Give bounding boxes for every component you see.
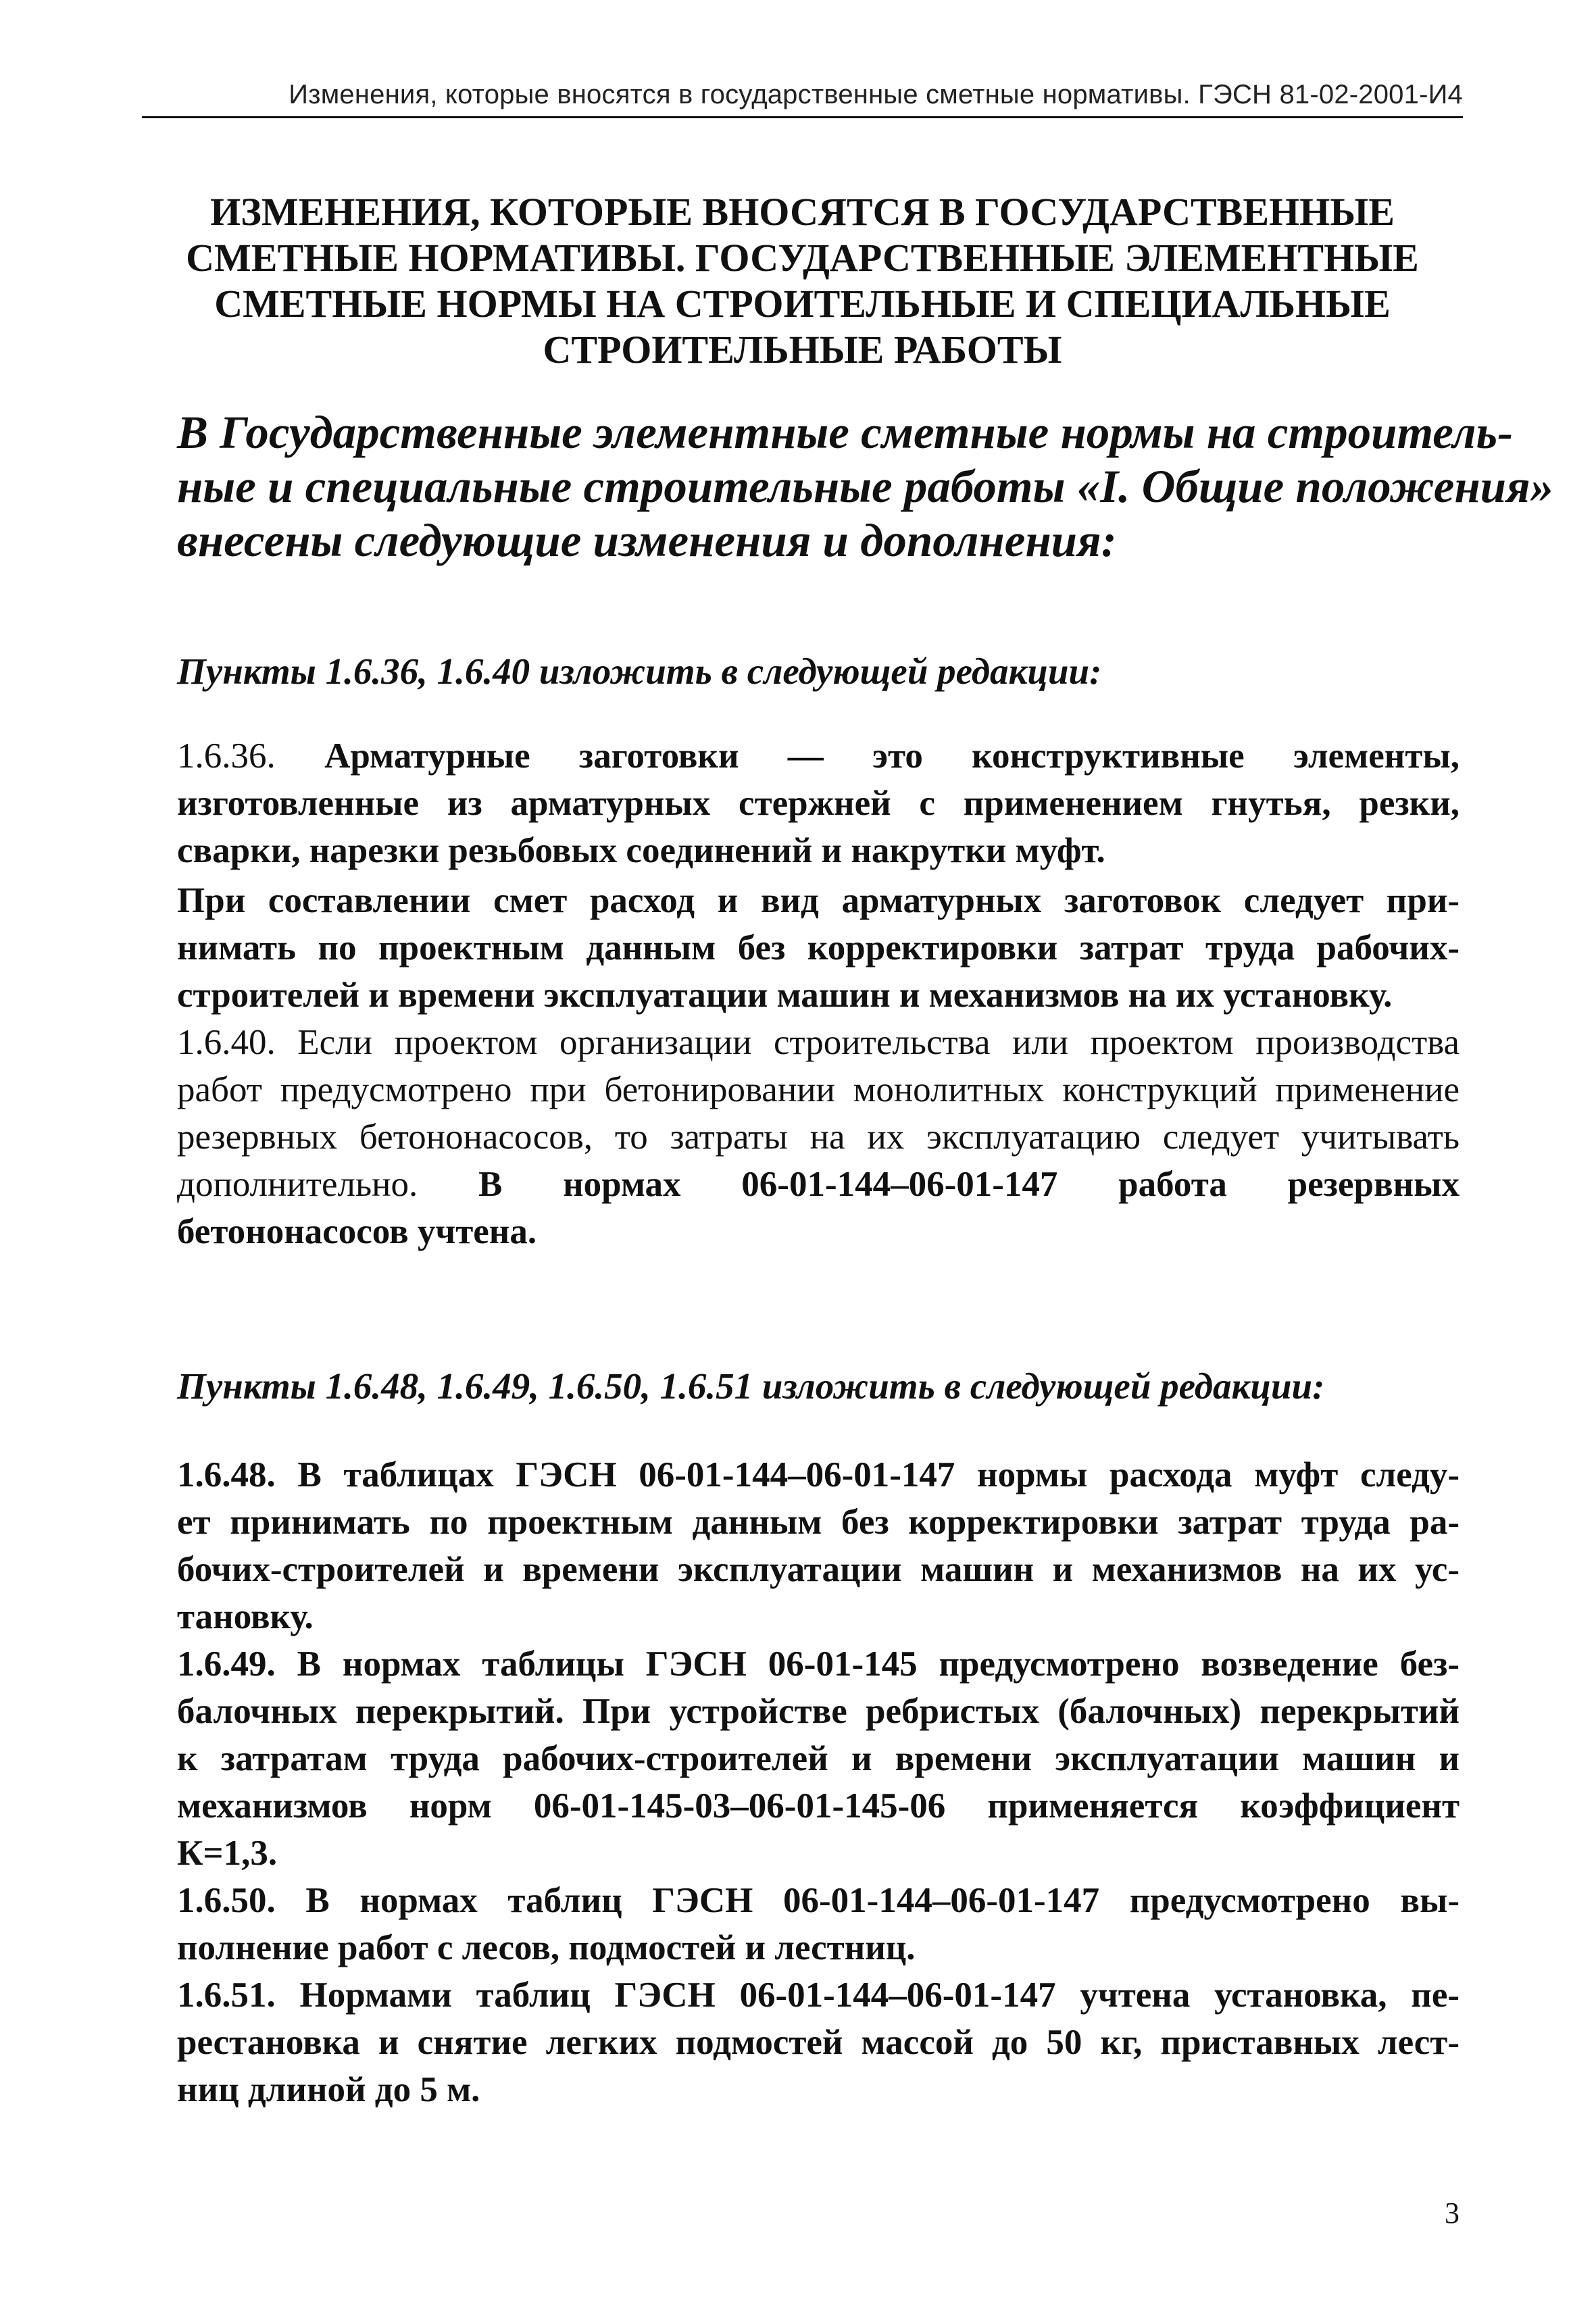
- paragraph-1-6-51: [177, 1971, 1460, 2113]
- paragraph-line: При составлении смет расход и вид арматурных заготовок следует при-: [177, 881, 1460, 920]
- paragraph-line: ниц длиной до 5 м.: [177, 2070, 480, 2109]
- paragraph-line: нимать по проектным данным без корректировки затрат труда рабочих-: [177, 928, 1460, 967]
- paragraph-line: работ предусмотрено при бетонировании монолитных конструкций применение: [177, 1070, 1460, 1109]
- intro-paragraph: [177, 405, 1554, 568]
- paragraph-line: полнение работ с лесов, подмостей и лестниц.: [177, 1928, 916, 1967]
- paragraph-line: 1.6.48. В таблицах ГЭСН 06-01-144–06-01-147 нормы расхода муфт следу-: [177, 1455, 1460, 1494]
- paragraph-line: 1.6.50. В нормах таблиц ГЭСН 06-01-144–06-01-147 предусмотрено вы-: [177, 1881, 1460, 1920]
- paragraph-line: изготовленные из арматурных стержней с применением гнутья, резки,: [177, 784, 1460, 823]
- paragraph-line: К=1,3.: [177, 1834, 278, 1873]
- intro-line: ные и специальные строительные работы «I. Общие положения»: [177, 461, 1554, 512]
- intro-line: внесены следующие изменения и дополнения:: [177, 515, 1117, 566]
- paragraph-line: рестановка и снятие легких подмостей массой до 50 кг, приставных лест-: [177, 2023, 1460, 2062]
- paragraph-line: бетононасосов учтена.: [177, 1212, 537, 1251]
- paragraph-text: Арматурные заготовки — это конструктивные элементы,: [324, 736, 1460, 776]
- paragraph-line: 1.6.49. В нормах таблицы ГЭСН 06-01-145 предусмотрено возведение без-: [177, 1644, 1460, 1684]
- paragraph-1-6-48: [177, 1451, 1460, 1640]
- paragraph-number: 1.6.36.: [177, 736, 276, 776]
- paragraph-line: механизмов норм 06-01-145-03–06-01-145-06 применяется коэффициент: [177, 1786, 1460, 1826]
- paragraph-1-6-36-cont: [177, 877, 1460, 1019]
- document-title: [135, 189, 1470, 373]
- intro-line: В Государственные элементные сметные нормы на строитель-: [177, 407, 1514, 458]
- paragraph-line: сварки, нарезки резьбовых соединений и накрутки муфт.: [177, 831, 1105, 870]
- page-number: 3: [1445, 2196, 1460, 2230]
- header-rule: [142, 116, 1463, 118]
- section2-heading: Пункты 1.6.48, 1.6.49, 1.6.50, 1.6.51 изложить в следующей редакции:: [177, 1365, 1325, 1407]
- title-line: СМЕТНЫЕ НОРМЫ НА СТРОИТЕЛЬНЫЕ И СПЕЦИАЛЬНЫЕ: [214, 282, 1391, 326]
- paragraph-line: ет принимать по проектным данным без корректировки затрат труда ра-: [177, 1503, 1460, 1542]
- paragraph-line: [177, 732, 1460, 780]
- paragraph-line: 1.6.51. Нормами таблиц ГЭСН 06-01-144–06-01-147 учтена установка, пе-: [177, 1976, 1460, 2015]
- paragraph-line: 1.6.40. Если проектом организации строительства или проектом производства: [177, 1023, 1460, 1062]
- paragraph-1-6-49: [177, 1640, 1460, 1877]
- paragraph-1-6-50: [177, 1877, 1460, 1971]
- paragraph-text: дополнительно.: [177, 1165, 418, 1204]
- paragraph-text: В нормах 06-01-144–06-01-147 работа резервных: [478, 1165, 1460, 1204]
- title-line: СТРОИТЕЛЬНЫЕ РАБОТЫ: [543, 328, 1062, 372]
- section1-heading: Пункты 1.6.36, 1.6.40 изложить в следующей редакции:: [177, 651, 1102, 692]
- paragraph-line: резервных бетононасосов, то затраты на их эксплуатацию следует учитывать: [177, 1117, 1460, 1157]
- paragraph-line: бочих-строителей и времени эксплуатации машин и механизмов на их ус-: [177, 1550, 1460, 1589]
- title-line: ИЗМЕНЕНИЯ, КОТОРЫЕ ВНОСЯТСЯ В ГОСУДАРСТВЕННЫЕ: [210, 190, 1395, 234]
- paragraph-line: тановку.: [177, 1597, 314, 1636]
- title-line: СМЕТНЫЕ НОРМАТИВЫ. ГОСУДАРСТВЕННЫЕ ЭЛЕМЕНТНЫЕ: [186, 236, 1419, 280]
- paragraph-line: строителей и времени эксплуатации машин и механизмов на их установку.: [177, 976, 1393, 1015]
- running-header: Изменения, которые вносятся в государственные сметные нормативы. ГЭСН 81-02-2001-И4: [289, 80, 1463, 109]
- paragraph-1-6-40: [177, 1019, 1460, 1255]
- paragraph-line: к затратам труда рабочих-строителей и времени эксплуатации машин и: [177, 1739, 1460, 1778]
- paragraph-1-6-36: [177, 732, 1460, 874]
- paragraph-line: [177, 1161, 1460, 1208]
- paragraph-line: балочных перекрытий. При устройстве ребристых (балочных) перекрытий: [177, 1692, 1460, 1731]
